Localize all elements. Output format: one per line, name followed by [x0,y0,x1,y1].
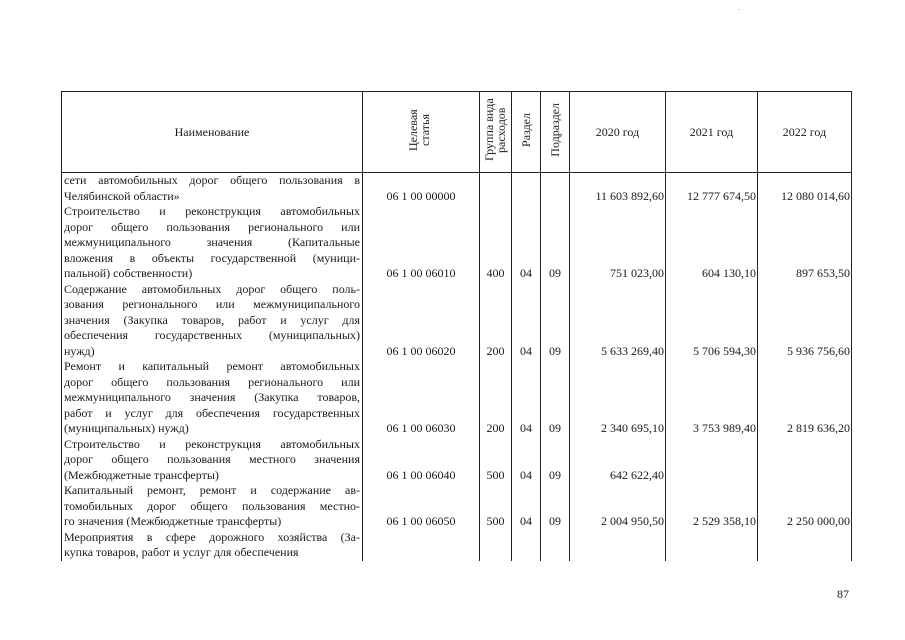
row-target-article: 06 1 00 00000 [363,173,480,205]
page-number: 87 [837,587,849,601]
row-name-line: межмуниципального значения (Капитальные [64,235,360,249]
row-amount-2022: 897 653,50 [758,204,852,282]
row-name-cell [62,483,363,530]
row-name-line: зования регионального или межмуниципального [64,297,360,311]
row-amount-2020: 2 004 950,50 [570,483,666,530]
row-amount-2020: 5 633 269,40 [570,282,666,360]
header-year-2021: 2021 год [666,92,758,173]
row-name-cell [62,282,363,360]
row-subsection: 09 [541,483,570,530]
row-name-cell [62,359,363,437]
row-name-line: пальной) собственности) [64,266,193,280]
row-name-line: сети автомобильных дорог общего пользования в [64,173,360,187]
row-amount-2022: 12 080 014,60 [758,173,852,205]
row-section: 04 [512,282,541,360]
row-target-article: 06 1 00 06030 [363,359,480,437]
budget-table [61,91,852,561]
row-amount-2021 [666,437,758,484]
header-section: Раздел [512,92,541,173]
header-subsection: Подраздел [541,92,570,173]
row-name-line: Содержание автомобильных дорог общего поль- [64,281,360,296]
row-target-article: 06 1 00 06040 [363,437,480,484]
row-amount-2020 [570,530,666,561]
row-name-line: нужд) [64,343,95,358]
row-target-article: 06 1 00 06050 [363,483,480,530]
row-amount-2020: 2 340 695,10 [570,359,666,437]
row-name-cell [62,530,363,561]
row-section: 04 [512,483,541,530]
table-body [62,173,852,561]
row-name-line: дорог общего пользования регионального или [64,219,360,234]
row-name-cell [62,173,363,205]
header-year-2022: 2022 год [758,92,852,173]
row-expense-group [480,530,512,561]
row-subsection [541,173,570,205]
header-year-2020: 2020 год [570,92,666,173]
row-name-line: (Межбюджетные трансферты) [64,467,219,482]
row-subsection: 09 [541,204,570,282]
row-amount-2022: 2 819 636,20 [758,359,852,437]
table-row [62,173,852,205]
row-subsection [541,530,570,561]
row-name-line: работ и услуг для обеспечения государственных [64,405,360,420]
row-amount-2020: 751 023,00 [570,204,666,282]
header-name: Наименование [62,92,363,173]
row-name-line: Строительство и реконструкция автомобильных [64,436,360,451]
row-name-line: Челябинской области» [64,188,180,203]
header-target-article: Целевая статья [363,92,480,173]
row-name-line: го значения (Межбюджетные трансферты) [64,514,282,528]
table-row [62,359,852,437]
row-name-line: купка товаров, работ и услуг для обеспечения [64,545,299,559]
row-name-line: Ремонт и капитальный ремонт автомобильных [64,359,360,373]
table-row [62,483,852,530]
row-subsection: 09 [541,359,570,437]
table-row [62,282,852,360]
row-amount-2022: 2 250 000,00 [758,483,852,530]
row-name-cell [62,204,363,282]
row-name-line: дорог общего пользования регионального или [64,374,360,389]
table-row [62,204,852,282]
row-name-line: Мероприятия в сфере дорожного хозяйства (За- [64,529,360,544]
row-name-line: вложения в объекты государственной (муници- [64,250,360,265]
row-name-line: значения (Закупка товаров, работ и услуг для [64,312,360,327]
row-amount-2021: 12 777 674,50 [666,173,758,205]
row-name-line: Капитальный ремонт, ремонт и содержание ав- [64,483,360,497]
row-amount-2021: 604 130,10 [666,204,758,282]
row-amount-2022: 5 936 756,60 [758,282,852,360]
row-amount-2021: 5 706 594,30 [666,282,758,360]
row-name-line: (муниципальных) нужд) [64,421,189,435]
row-expense-group: 200 [480,282,512,360]
row-subsection: 09 [541,282,570,360]
row-amount-2022 [758,530,852,561]
row-name-cell [62,437,363,484]
table-row [62,530,852,561]
row-section [512,530,541,561]
row-amount-2022 [758,437,852,484]
row-amount-2021 [666,530,758,561]
row-section [512,173,541,205]
row-name-line: Строительство и реконструкция автомобильных [64,204,360,218]
row-expense-group: 200 [480,359,512,437]
row-amount-2021: 3 753 989,40 [666,359,758,437]
row-target-article: 06 1 00 06020 [363,282,480,360]
scan-dot [739,9,740,10]
row-amount-2020: 11 603 892,60 [570,173,666,205]
row-expense-group: 500 [480,437,512,484]
table-header [62,92,852,173]
row-name-line: межмуниципального значения (Закупка товаров, [64,390,360,404]
row-section: 04 [512,204,541,282]
row-amount-2021: 2 529 358,10 [666,483,758,530]
row-section: 04 [512,437,541,484]
row-expense-group [480,173,512,205]
row-name-line: томобильных дорог общего пользования местно- [64,498,360,513]
row-target-article [363,530,480,561]
table-row [62,437,852,484]
row-target-article: 06 1 00 06010 [363,204,480,282]
row-expense-group: 400 [480,204,512,282]
row-subsection: 09 [541,437,570,484]
header-expense-group: Группа вида расходов [480,92,512,173]
row-name-line: обеспечения государственных (муниципальных) [64,328,360,342]
row-amount-2020: 642 622,40 [570,437,666,484]
row-section: 04 [512,359,541,437]
row-name-line: дорог общего пользования местного значения [64,452,360,466]
row-expense-group: 500 [480,483,512,530]
